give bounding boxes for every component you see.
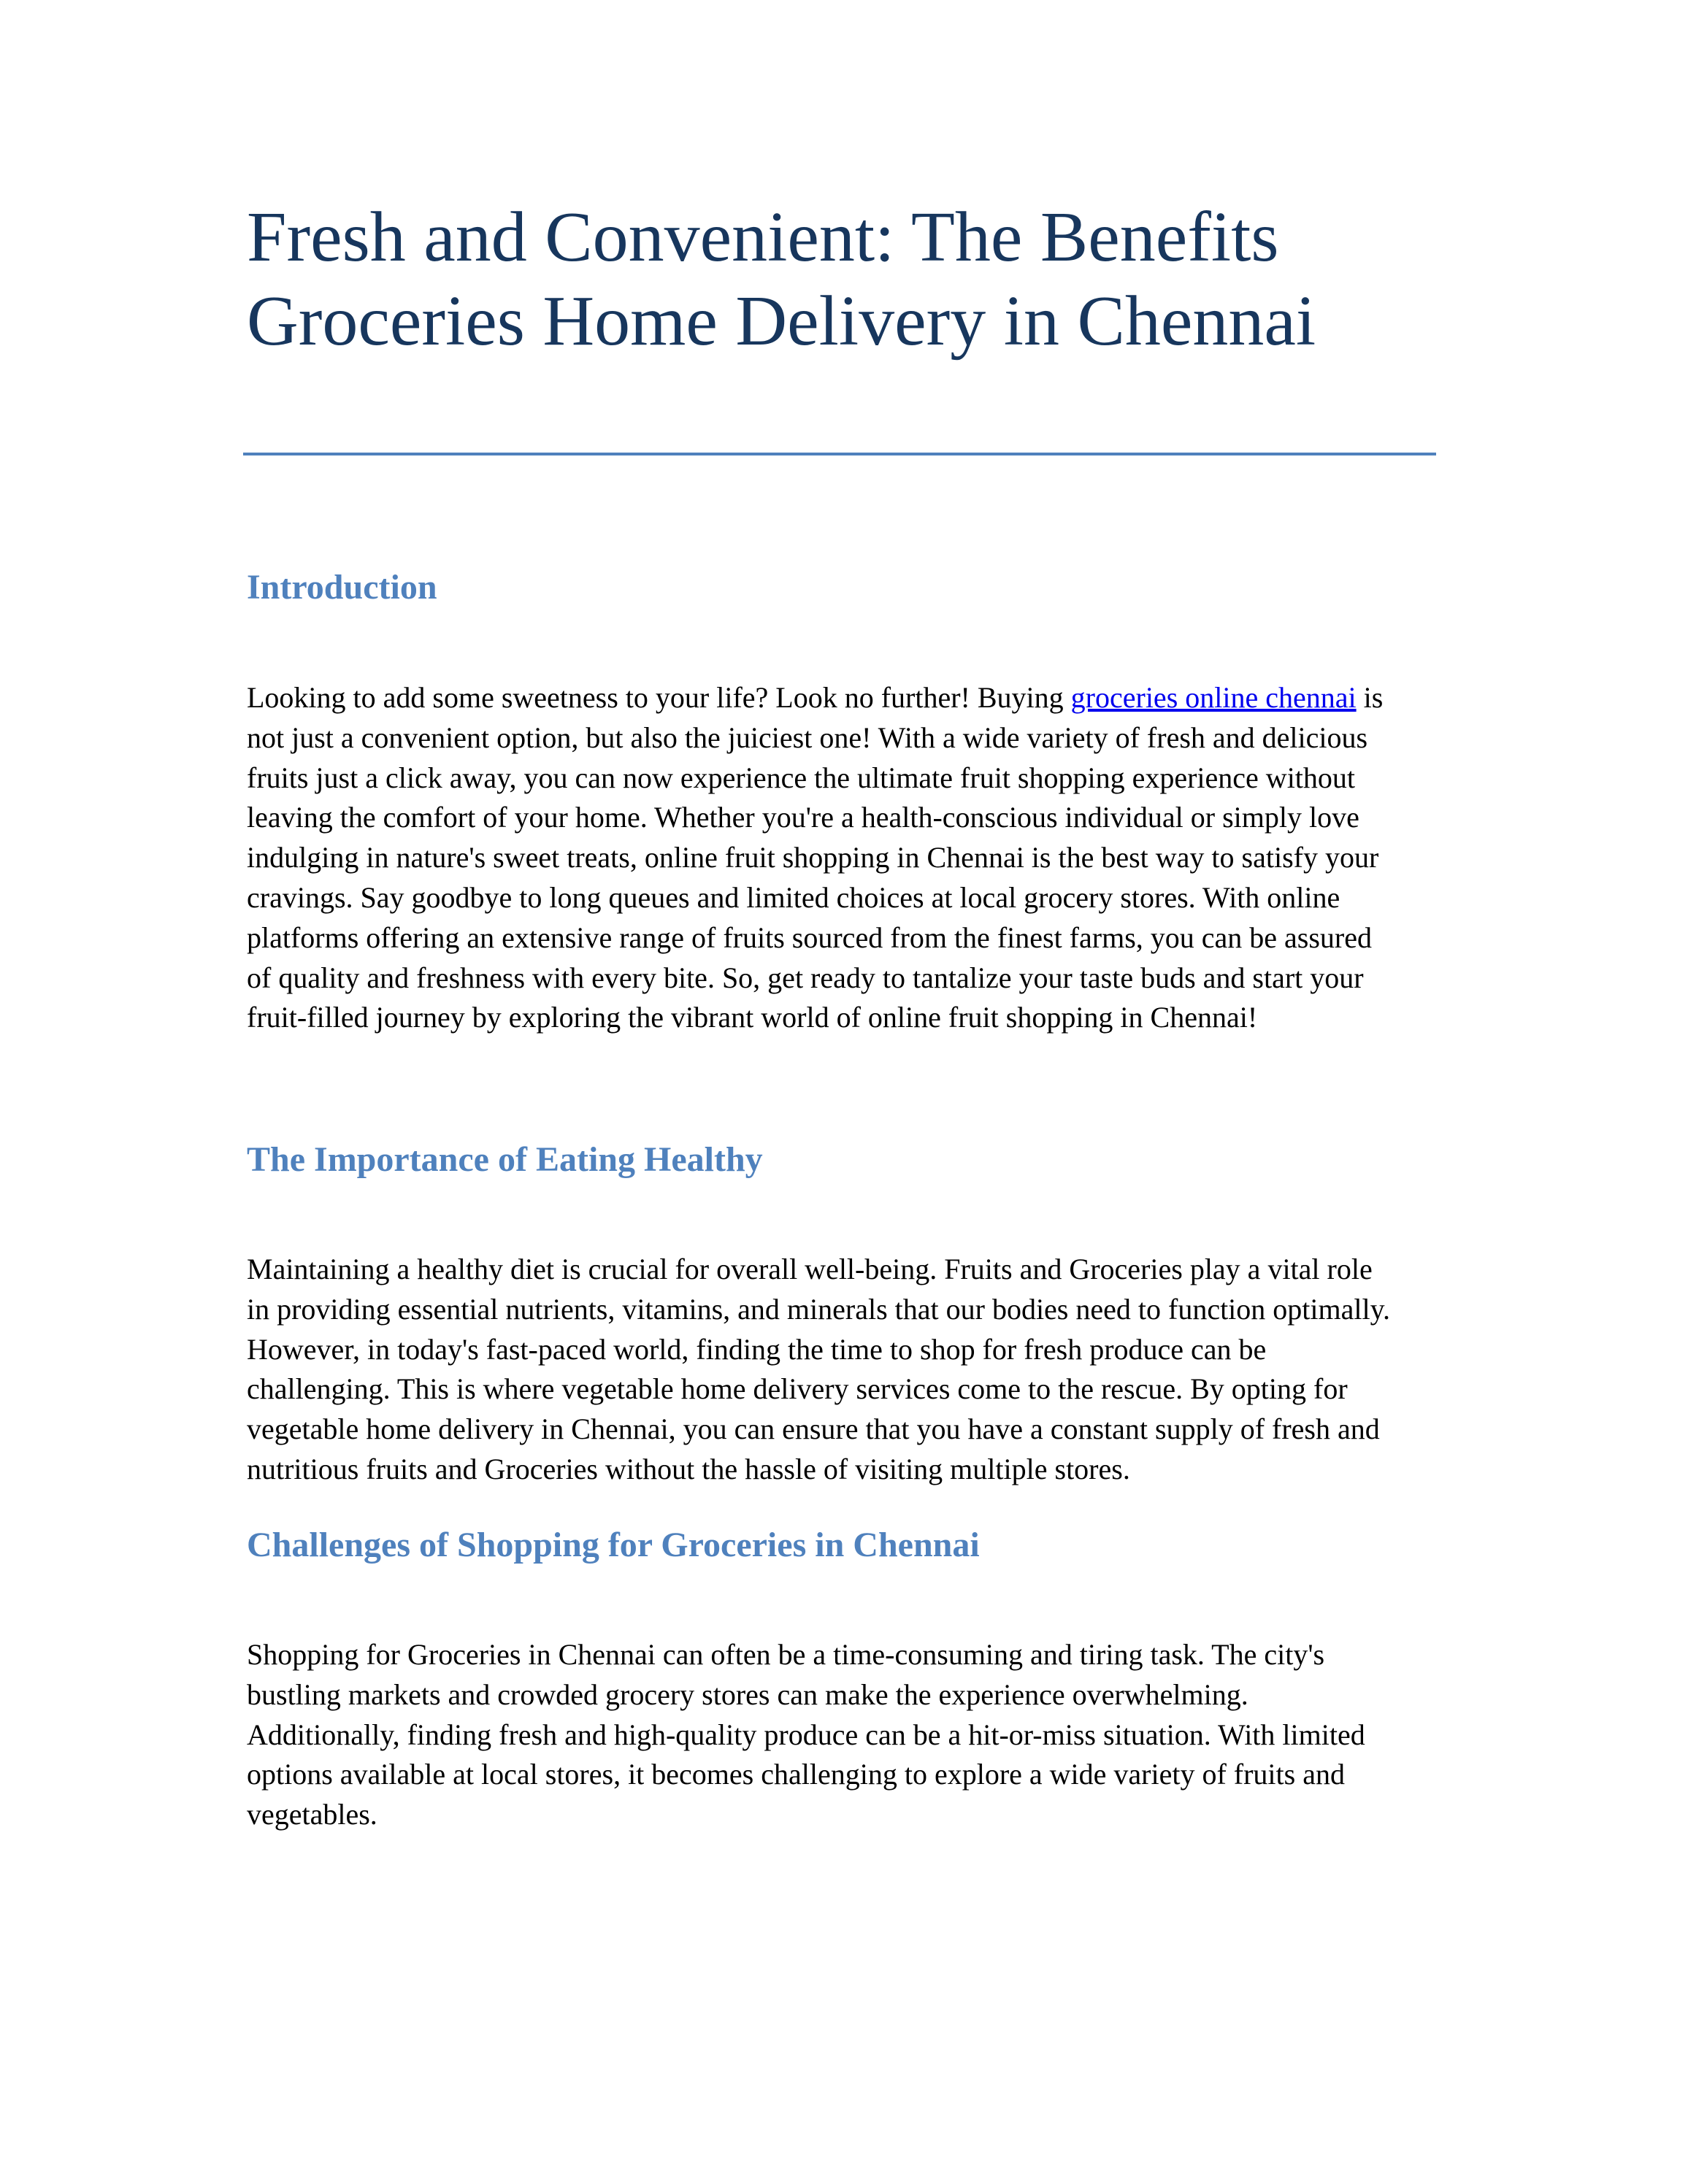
heading-challenges-of-shopping: Challenges of Shopping for Groceries in Chennai: [247, 1526, 980, 1564]
paragraph-line: indulging in nature's sweet treats, online fruit shopping in Chennai is the best way to satisfy your: [247, 841, 1379, 874]
paragraph-line: platforms offering an extensive range of fruits sourced from the finest farms, you can be assured: [247, 920, 1372, 954]
paragraph-line: of quality and freshness with every bite. So, get ready to tantalize your taste buds and start your: [247, 961, 1364, 994]
paragraph-line: Shopping for Groceries in Chennai can often be a time-consuming and tiring task. The city's: [247, 1638, 1325, 1671]
title-divider: [243, 453, 1436, 455]
title-line-2: Groceries Home Delivery in Chennai: [247, 282, 1316, 361]
paragraph-line: However, in today's fast-paced world, finding the time to shop for fresh produce can be: [247, 1332, 1267, 1366]
groceries-online-chennai-link[interactable]: groceries online chennai: [1070, 681, 1357, 714]
paragraph-text: Looking to add some sweetness to your life? Look no further! Buying: [247, 681, 1071, 714]
paragraph-text: is: [1356, 681, 1384, 714]
paragraph-line: bustling markets and crowded grocery stores can make the experience overwhelming.: [247, 1677, 1248, 1711]
paragraph-line: vegetables.: [247, 1798, 377, 1831]
paragraph-line: challenging. This is where vegetable home delivery services come to the rescue. By opting for: [247, 1372, 1348, 1406]
paragraph-line: cravings. Say goodbye to long queues and limited choices at local grocery stores. With online: [247, 880, 1340, 914]
heading-importance-of-eating-healthy: The Importance of Eating Healthy: [247, 1140, 763, 1179]
heading-introduction: Introduction: [247, 568, 437, 607]
paragraph-challenges-of-shopping: [247, 1635, 1444, 1835]
paragraph-line: options available at local stores, it becomes challenging to explore a wide variety of fruits and: [247, 1758, 1345, 1791]
document-title: [247, 196, 1488, 364]
paragraph-line: Maintaining a healthy diet is crucial for overall well-being. Fruits and Groceries play a vital role: [247, 1253, 1373, 1285]
paragraph-line: [247, 678, 1444, 718]
paragraph-line: vegetable home delivery in Chennai, you can ensure that you have a constant supply of fresh and: [247, 1412, 1380, 1446]
paragraph-line: fruit-filled journey by exploring the vibrant world of online fruit shopping in Chennai!: [247, 1001, 1258, 1034]
paragraph-line: Additionally, finding fresh and high-quality produce can be a hit-or-miss situation. With limited: [247, 1718, 1365, 1751]
paragraph-line: nutritious fruits and Groceries without the hassle of visiting multiple stores.: [247, 1452, 1130, 1485]
paragraph-importance-of-eating-healthy: [247, 1250, 1444, 1490]
paragraph-line: in providing essential nutrients, vitamins, and minerals that our bodies need to function optimally.: [247, 1292, 1391, 1326]
paragraph-line: not just a convenient option, but also the juiciest one! With a wide variety of fresh and delicious: [247, 720, 1368, 754]
paragraph-line: leaving the comfort of your home. Whether you're a health-conscious individual or simply love: [247, 801, 1359, 834]
paragraph-line: fruits just a click away, you can now experience the ultimate fruit shopping experience without: [247, 761, 1356, 794]
title-line-1: Fresh and Convenient: The Benefits: [247, 198, 1279, 277]
paragraph-introduction: [247, 678, 1444, 1038]
